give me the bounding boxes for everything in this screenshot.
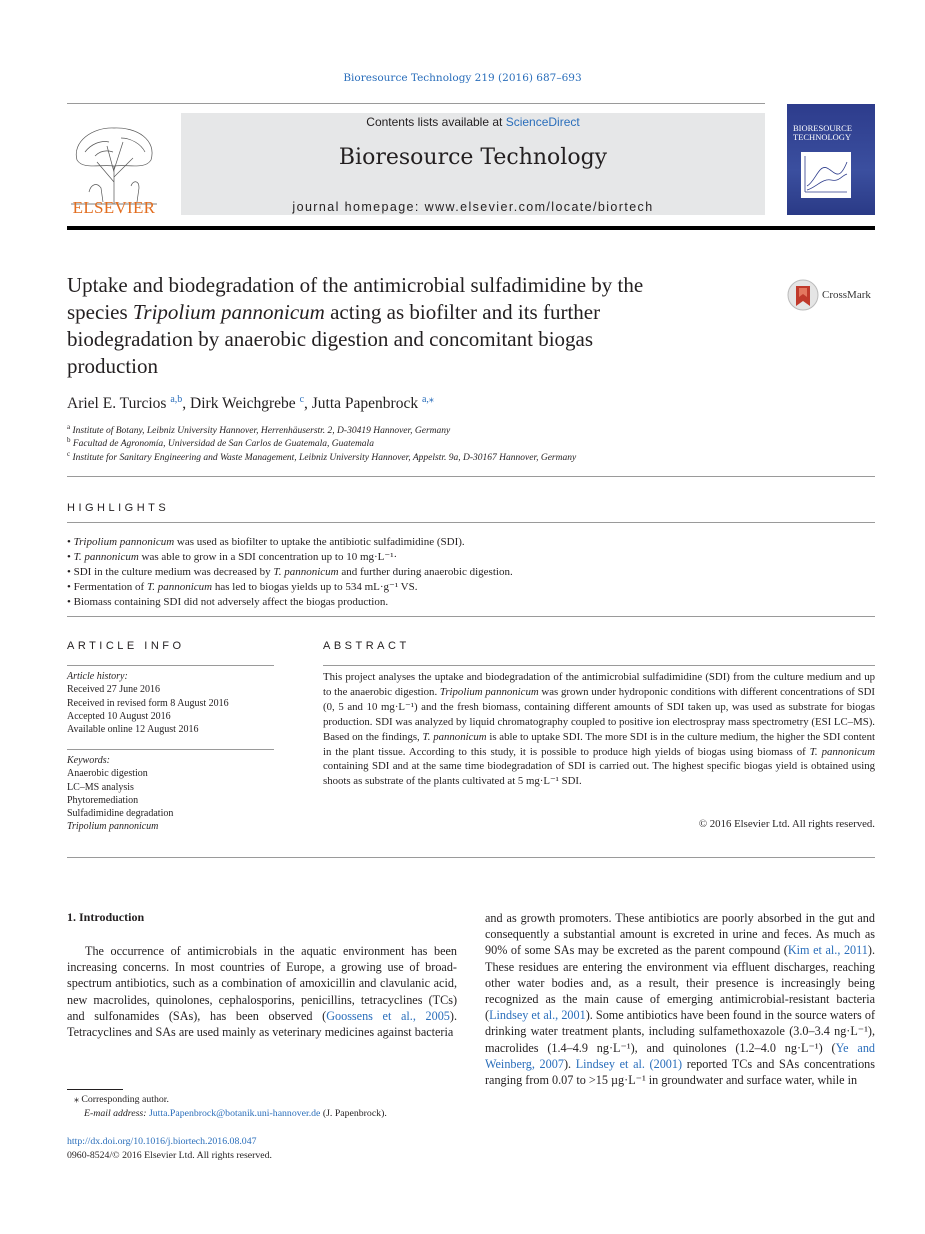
homepage-url[interactable]: www.elsevier.com/locate/biortech <box>424 200 654 214</box>
author-list: Ariel E. Turcios $^{a,b}$, Dirk Weichgrebe $^c$, Jutta Papenbrock $^{a,⁎}$ <box>67 394 434 413</box>
copyright: © 2016 Elsevier Ltd. All rights reserved. <box>698 818 875 830</box>
issn-copyright: 0960-8524/© 2016 Elsevier Ltd. All rights reserved. <box>67 1150 272 1161</box>
contents-line: Contents lists available at ScienceDirect <box>366 115 580 129</box>
citation-link[interactable]: Lindsey et al., 2001 <box>489 1008 586 1023</box>
divider <box>67 522 875 523</box>
keyword: Anaerobic digestion <box>67 768 148 780</box>
journal-banner <box>181 113 765 215</box>
journal-homepage: journal homepage: www.elsevier.com/locate/biortech <box>292 200 654 214</box>
author-affiliation-mark[interactable]: a,⁎ <box>421 394 434 405</box>
keywords: Keywords: Anaerobic digestion LC–MS analysis Phytoremediation Sulfadimidine degradation Tripolium pannonicum <box>67 754 274 834</box>
keyword: Phytoremediation <box>67 794 139 806</box>
divider <box>67 476 875 477</box>
crossmark-icon[interactable] <box>787 279 819 311</box>
author-name[interactable]: Dirk Weichgrebe <box>190 395 296 413</box>
divider <box>67 665 274 666</box>
intro-column-right: and as growth promoters. These antibiotics are poorly absorbed in the gut and consequently a substantial amount is excreted in urine and feces. As much as 90% of some SAs may be excreted as the parent compound (Kim et al., 2011). These residues are entering the environment via effluent discharges, reaching other water bodies and, as a result, their presence is increasingly being recognized as the main cause of emerging antimicrobial-resistant bacteria (Lindsey et al., 2001). Some antibiotics have been found in the source waters of drinking water treatment plants, including sulfamethoxazole (3.0–3.4 ng·L⁻¹), macrolides (1.4–4.9 ng·L⁻¹), and quinolones (1.2–4.0 ng·L⁻¹) (Ye and Weinberg, 2007). Lindsey et al. (2001) reported TCs and SAs concentrations ranging from 0.07 to >15 µg·L⁻¹ in groundwater and surface water, while in <box>485 911 876 1088</box>
journal-reference[interactable]: Bioresource Technology 219 (2016) 687–693 <box>343 72 582 84</box>
crossmark-label[interactable]: CrossMark <box>822 289 871 301</box>
elsevier-logo-text: ELSEVIER <box>72 198 156 217</box>
citation-link[interactable]: Ye and Weinberg, 2007 <box>485 1040 876 1071</box>
cover-plot-icon <box>801 152 851 198</box>
email-note: E-mail address: Jutta.Papenbrock@botanik.uni-hannover.de (J. Papenbrock). <box>84 1108 387 1119</box>
author-affiliation-mark[interactable]: a,b <box>170 394 183 405</box>
citation-link[interactable]: Lindsey et al. (2001) <box>575 1056 683 1071</box>
citation-link[interactable]: Kim et al., 2011 <box>787 943 868 958</box>
header-rule-top <box>67 103 765 104</box>
divider <box>67 616 875 617</box>
footnote-rule <box>67 1089 123 1090</box>
corresponding-author-note: ⁎ Corresponding author. <box>74 1094 169 1105</box>
author-name[interactable]: Jutta Papenbrock <box>311 395 419 413</box>
author-name[interactable]: Ariel E. Turcios <box>67 395 167 413</box>
citation-link[interactable]: Goossens et al., 2005 <box>326 1008 450 1023</box>
highlight-item: • Fermentation of T. pannonicum has led to biogas yields up to 534 mL·g⁻¹ VS. <box>67 581 418 593</box>
journal-cover-thumbnail[interactable] <box>787 104 875 215</box>
keyword: Sulfadimidine degradation <box>67 808 174 820</box>
cover-title: BIORESOURCE TECHNOLOGY <box>793 123 853 142</box>
abstract-heading: ABSTRACT <box>323 640 410 652</box>
sciencedirect-link[interactable]: ScienceDirect <box>505 115 580 129</box>
highlight-item: • SDI in the culture medium was decreased by T. pannonicum and further during anaerobic digestion. <box>67 566 513 578</box>
keyword: Tripolium pannonicum <box>67 821 159 833</box>
divider <box>67 749 274 750</box>
intro-column-left: The occurrence of antimicrobials in the aquatic environment has been increasing concerns. In most countries of Europe, a growing use of broad-spectrum antibiotics, such as a combination of amoxicillin and clavulanic acid, new macrolides, quinolones, cephalosporins, penicillins, tetracyclines (TCs) and sulfonamides (SAs), has been observed (Goossens et al., 2005). Tetracyclines and SAs are used mainly as veterinary medicines against bacteria <box>67 944 457 1040</box>
highlights-heading: HIGHLIGHTS <box>67 502 170 514</box>
highlights-list <box>67 535 875 610</box>
affiliation: $^c$ Institute for Sanitary Engineering and Waste Management, Leibniz University Hannover, Appelstr. 9a, D-30167 Hannover, Germany <box>67 450 577 464</box>
author-affiliation-mark[interactable]: c <box>299 394 305 405</box>
email-link[interactable]: Jutta.Papenbrock@botanik.uni-hannover.de <box>148 1108 321 1119</box>
journal-name: Bioresource Technology <box>338 145 608 170</box>
divider <box>67 857 875 858</box>
article-title: Uptake and biodegradation of the antimicrobial sulfadimidine by the species Tripolium pannonicum acting as biofilter and its further biodegradation by anaerobic digestion and concomitant biogas production <box>67 273 644 378</box>
article-history: Article history: Received 27 June 2016 Received in revised form 8 August 2016 Accepted 10 August 2016 Available online 12 August 2016 <box>67 671 229 736</box>
doi-link[interactable]: http://dx.doi.org/10.1016/j.biortech.2016.08.047 <box>67 1136 257 1147</box>
affiliation: $^b$ Facultad de Agronomía, Universidad de San Carlos de Guatemala, Guatemala <box>67 436 374 450</box>
highlight-item: • Tripolium pannonicum was used as biofilter to uptake the antibiotic sulfadimidine (SDI). <box>67 536 465 548</box>
divider <box>323 665 875 666</box>
highlight-item: • Biomass containing SDI did not adversely affect the biogas production. <box>67 596 389 608</box>
section-heading-introduction: 1. Introduction <box>67 910 145 924</box>
affiliation: $^a$ Institute of Botany, Leibniz University Hannover, Herrenhäuserstr. 2, D-30419 Hannover, Germany <box>67 423 451 437</box>
keyword: LC–MS analysis <box>67 781 134 793</box>
article-info-heading: ARTICLE INFO <box>67 640 185 652</box>
highlight-item: • T. pannonicum was able to grow in a SDI concentration up to 10 mg·L⁻¹· <box>67 551 398 563</box>
abstract-text: This project analyses the uptake and biodegradation of the antimicrobial sulfadimidine (SDI) from the culture medium and up to the anaerobic digestion. Tripolium pannonicum was grown under hydroponic conditions with different concentrations of SDI (0, 5 and 10 mg·L⁻¹) and the fresh biomass, containing different amounts of SDI taken up, was used as substrate for biogas production. SDI was analyzed by liquid chromatography coupled to positive ion electrospray mass spectrometry (ESI LC–MS). Based on the findings, T. pannonicum is able to uptake SDI. The more SDI is in the culture medium, the higher the SDI content in the plant tissue. According to this study, it is possible to produce high yields of biogas using biomass of T. pannonicum containing SDI and at the same time biodegradation of SDI is carried out. The highest specific biogas yield is obtained using shoots as substrate of the plants cultivated at 5 mg·L⁻¹ SDI. <box>323 671 875 788</box>
header-rule-thick <box>67 226 875 230</box>
